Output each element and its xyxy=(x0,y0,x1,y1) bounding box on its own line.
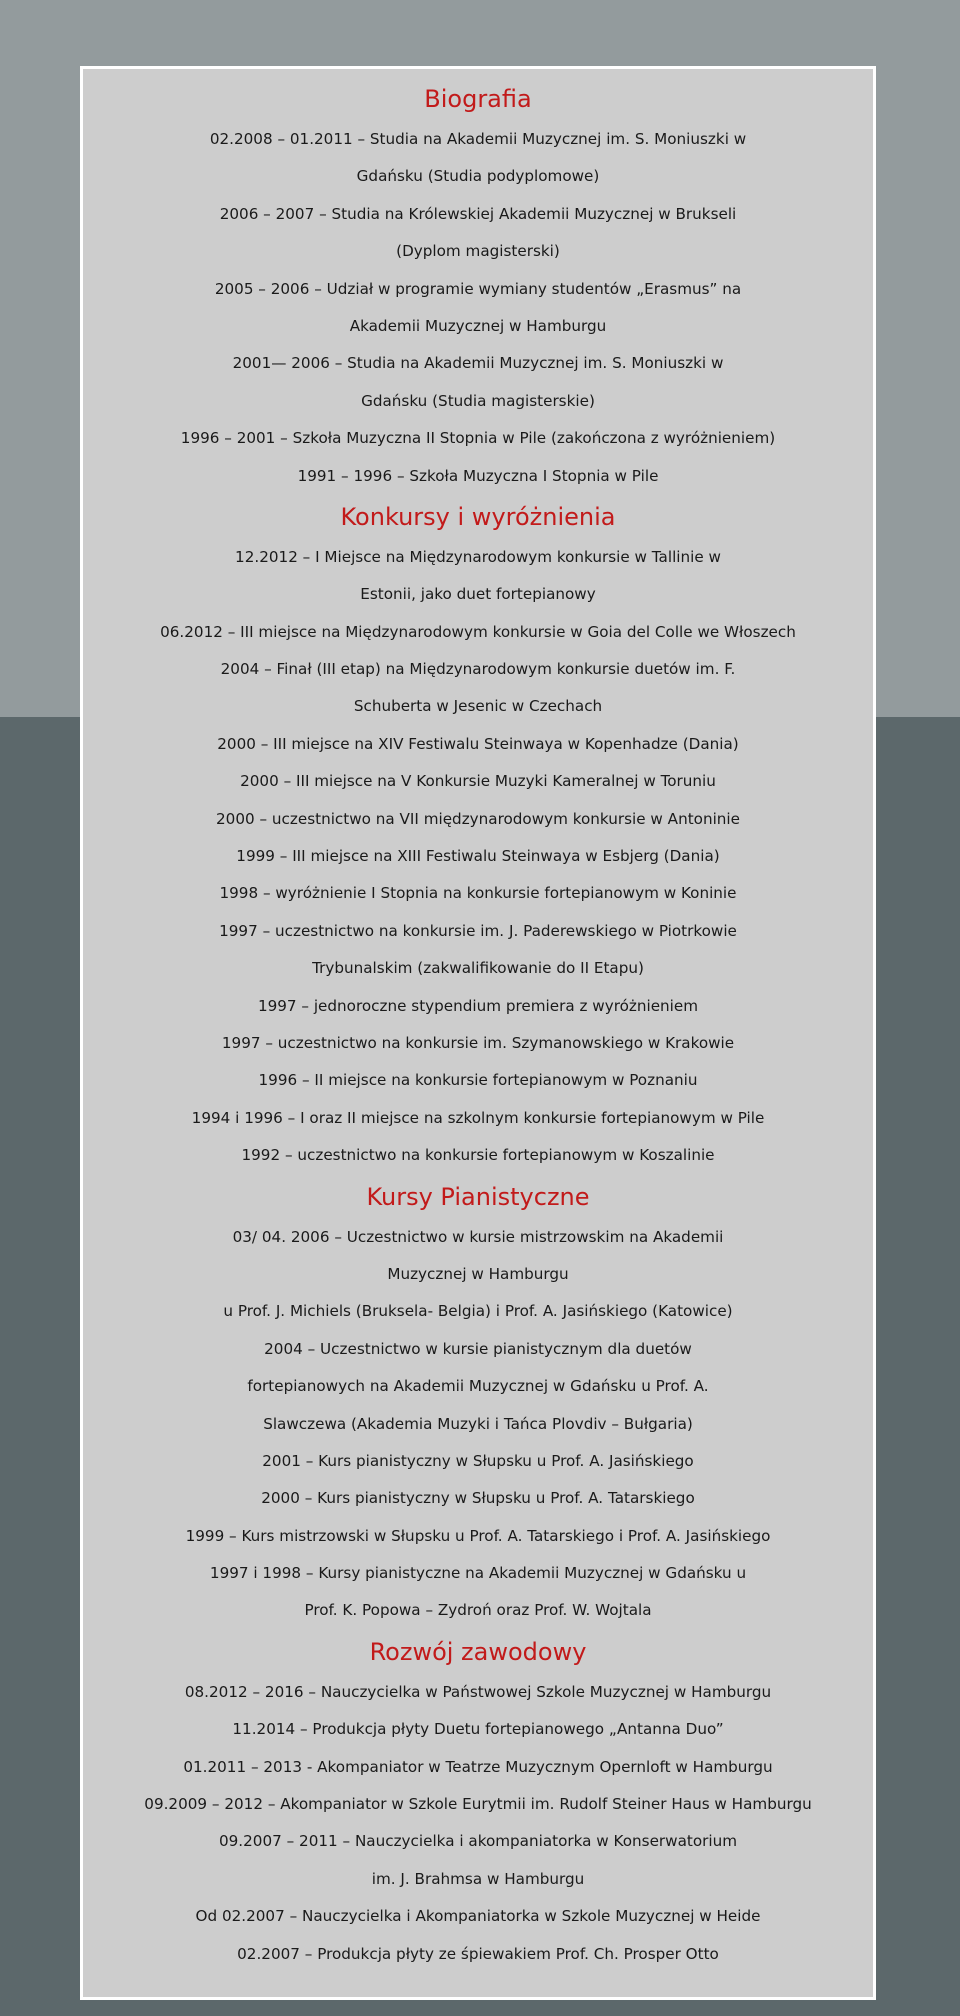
section-heading: Kursy Pianistyczne xyxy=(366,1182,590,1211)
text-line: 1996 – 2001 – Szkoła Muzyczna II Stopnia w Pile (zakończona z wyróżnieniem) xyxy=(180,429,776,448)
text-line: 12.2012 – I Miejsce na Międzynarodowym konkursie w Tallinie w xyxy=(235,547,721,566)
section-heading: Konkursy i wyróżnienia xyxy=(340,502,616,531)
text-line: 2005 – 2006 – Udział w programie wymiany studentów „Erasmus” na xyxy=(214,279,742,298)
section-heading: Biografia xyxy=(424,85,532,113)
text-line: 2006 – 2007 – Studia na Królewskiej Akademii Muzycznej w Brukseli xyxy=(219,204,737,223)
text-line: 1997 i 1998 – Kursy pianistyczne na Akademii Muzycznej w Gdańsku u xyxy=(209,1564,747,1583)
text-line: 06.2012 – III miejsce na Międzynarodowym konkursie w Goia del Colle we Włoszech xyxy=(160,622,796,641)
text-line: im. J. Brahmsa w Hamburgu xyxy=(371,1869,585,1888)
text-line: Schuberta w Jesenic w Czechach xyxy=(353,697,603,716)
section-2 xyxy=(83,495,873,1175)
text-line: u Prof. J. Michiels (Bruksela- Belgia) i Prof. A. Jasińskiego (Katowice) xyxy=(223,1302,733,1321)
content-column xyxy=(83,69,873,1973)
text-line: 08.2012 – 2016 – Nauczycielka w Państwowej Szkole Muzycznej w Hamburgu xyxy=(184,1682,772,1701)
text-line: fortepianowych na Akademii Muzycznej w Gdańsku u Prof. A. xyxy=(247,1377,709,1396)
text-line: 2000 – Kurs pianistyczny w Słupsku u Prof. A. Tatarskiego xyxy=(261,1489,695,1508)
text-line: Prof. K. Popowa – Zydroń oraz Prof. W. Wojtala xyxy=(304,1601,652,1620)
text-line: 1999 – Kurs mistrzowski w Słupsku u Prof. A. Tatarskiego i Prof. A. Jasińskiego xyxy=(185,1526,771,1545)
text-line: Muzycznej w Hamburgu xyxy=(387,1264,569,1283)
section-heading: Rozwój zawodowy xyxy=(369,1637,587,1666)
text-line: 2000 – uczestnictwo na VII międzynarodowym konkursie w Antoninie xyxy=(216,809,740,828)
text-line: 1998 – wyróżnienie I Stopnia na konkursie fortepianowym w Koninie xyxy=(219,884,737,903)
text-line: 1999 – III miejsce na XIII Festiwalu Steinwaya w Esbjerg (Dania) xyxy=(236,847,720,866)
text-line: 1997 – uczestnictwo na konkursie im. J. Paderewskiego w Piotrkowie xyxy=(219,921,737,940)
text-line: 1997 – uczestnictwo na konkursie im. Szymanowskiego w Krakowie xyxy=(221,1033,735,1052)
text-line: Od 02.2007 – Nauczycielka i Akompaniatorka w Szkole Muzycznej w Heide xyxy=(195,1907,761,1926)
text-line: Trybunalskim (zakwalifikowanie do II Etapu) xyxy=(312,959,644,978)
section-3 xyxy=(83,1175,873,1630)
content-panel xyxy=(80,66,876,2000)
section-1 xyxy=(83,77,873,495)
panel-top-spacer xyxy=(83,69,873,77)
text-line: 11.2014 – Produkcja płyty Duetu fortepianowego „Antanna Duo” xyxy=(232,1720,724,1739)
text-line: 2001— 2006 – Studia na Akademii Muzycznej im. S. Moniuszki w xyxy=(232,354,724,373)
text-line: 01.2011 – 2013 - Akompaniator w Teatrze Muzycznym Opernloft w Hamburgu xyxy=(183,1757,773,1776)
text-line: 2000 – III miejsce na XIV Festiwalu Steinwaya w Kopenhadze (Dania) xyxy=(217,734,739,753)
text-line: 1992 – uczestnictwo na konkursie fortepianowym w Koszalinie xyxy=(241,1146,715,1165)
text-line: (Dyplom magisterski) xyxy=(396,242,560,261)
text-line: Akademii Muzycznej w Hamburgu xyxy=(349,316,607,335)
text-line: 2000 – III miejsce na V Konkursie Muzyki Kameralnej w Toruniu xyxy=(240,772,716,791)
text-line: 1996 – II miejsce na konkursie fortepianowym w Poznaniu xyxy=(258,1071,698,1090)
text-line: 02.2007 – Produkcja płyty ze śpiewakiem Prof. Ch. Prosper Otto xyxy=(237,1944,719,1963)
text-line: 09.2007 – 2011 – Nauczycielka i akompaniatorka w Konserwatorium xyxy=(218,1832,738,1851)
text-line: Gdańsku (Studia magisterskie) xyxy=(361,391,595,410)
text-line: Estonii, jako duet fortepianowy xyxy=(360,585,596,604)
text-line: 03/ 04. 2006 – Uczestnictwo w kursie mistrzowskim na Akademii xyxy=(232,1227,724,1246)
text-line: 2004 – Finał (III etap) na Międzynarodowym konkursie duetów im. F. xyxy=(220,660,736,679)
text-line: 1991 – 1996 – Szkoła Muzyczna I Stopnia w Pile xyxy=(297,466,659,485)
text-line: 09.2009 – 2012 – Akompaniator w Szkole Eurytmii im. Rudolf Steiner Haus w Hamburgu xyxy=(144,1795,812,1814)
text-line: Slawczewa (Akademia Muzyki i Tańca Plovdiv – Bułgaria) xyxy=(263,1414,693,1433)
section-4 xyxy=(83,1630,873,1973)
text-line: 2001 – Kurs pianistyczny w Słupsku u Prof. A. Jasińskiego xyxy=(262,1451,694,1470)
text-line: 2004 – Uczestnictwo w kursie pianistycznym dla duetów xyxy=(264,1339,692,1358)
text-line: 02.2008 – 01.2011 – Studia na Akademii Muzycznej im. S. Moniuszki w xyxy=(209,130,747,148)
text-line: 1997 – jednoroczne stypendium premiera z wyróżnieniem xyxy=(257,996,699,1015)
text-line: Gdańsku (Studia podyplomowe) xyxy=(356,167,600,186)
text-line: 1994 i 1996 – I oraz II miejsce na szkolnym konkursie fortepianowym w Pile xyxy=(191,1108,765,1127)
